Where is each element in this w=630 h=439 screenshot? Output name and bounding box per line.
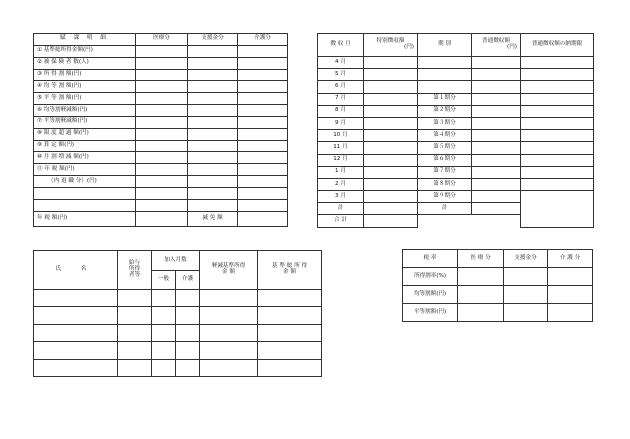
assessment-breakdown-table (33, 33, 288, 227)
ordinary-collection-cell[interactable] (472, 93, 521, 105)
special-collection-cell[interactable] (364, 130, 418, 142)
care-value-cell[interactable] (238, 187, 288, 199)
breakdown-row (34, 164, 288, 176)
rate-row-label: 均等割額(円) (403, 286, 458, 304)
ordinary-collection-cell[interactable] (472, 154, 521, 166)
care-value-cell[interactable] (238, 152, 288, 164)
rate-row (403, 286, 593, 304)
member-care-months-cell[interactable] (176, 324, 200, 341)
period-label: 第９期分 (418, 191, 472, 203)
collection-schedule-table (317, 33, 594, 228)
care-value-cell[interactable] (238, 45, 288, 57)
member-care-months-cell[interactable] (176, 342, 200, 359)
support-value-cell[interactable] (188, 164, 238, 176)
collection-month-row (318, 178, 594, 190)
ordinary-collection-cell[interactable] (472, 69, 521, 81)
deadline-cell[interactable] (521, 69, 594, 81)
member-row (34, 324, 322, 341)
collection-month-row (318, 93, 594, 105)
grand-total-cell[interactable] (364, 215, 418, 227)
month-label: 12 月 (318, 154, 364, 166)
rate-care-cell[interactable] (548, 268, 593, 286)
breakdown-row-label: ⑥ 均等割軽減額(円) (34, 105, 136, 117)
special-collection-cell[interactable] (364, 105, 418, 117)
period-label: 第５期分 (418, 142, 472, 154)
medical-value-cell[interactable] (136, 45, 188, 57)
member-reduction-income-cell[interactable] (200, 342, 258, 359)
medical-value-cell[interactable] (136, 140, 188, 152)
member-row (34, 307, 322, 324)
base-income-header-l1: 基 準 総 所 得 (271, 263, 308, 270)
deadline-cell[interactable] (521, 178, 594, 190)
special-collection-cell[interactable] (364, 93, 418, 105)
breakdown-row (34, 128, 288, 140)
deadline-cell[interactable] (521, 154, 594, 166)
member-rows (34, 290, 322, 377)
month-label: 11 月 (318, 142, 364, 154)
month-label: 8 月 (318, 105, 364, 117)
period-subtotal-label: 計 (418, 203, 472, 215)
deadline-subtotal-cell (521, 203, 594, 215)
breakdown-row (34, 93, 288, 105)
rate-header: 税 率 (403, 250, 458, 268)
special-collection-cell[interactable] (364, 178, 418, 190)
special-collection-cell[interactable] (364, 81, 418, 93)
special-collection-header (364, 34, 418, 57)
member-base-income-cell[interactable] (258, 359, 322, 376)
member-general-months-cell[interactable] (152, 359, 176, 376)
care-value-cell[interactable] (238, 57, 288, 69)
rate-row-label: 平等割額(円) (403, 304, 458, 322)
deadline-cell[interactable] (521, 105, 594, 117)
medical-value-cell[interactable] (136, 199, 188, 211)
tax-rate-table (402, 249, 593, 322)
period-label: 第４期分 (418, 130, 472, 142)
support-value-cell[interactable] (188, 105, 238, 117)
total-label: 合 計 (318, 215, 364, 227)
month-label: 6 月 (318, 81, 364, 93)
medical-value-cell[interactable] (136, 57, 188, 69)
deadline-cell[interactable] (521, 57, 594, 69)
salary-income-header-l2: 所得 (128, 266, 141, 273)
breakdown-row-label: ⑨ 算 定 額(円) (34, 140, 136, 152)
member-care-months-cell[interactable] (176, 290, 200, 307)
care-value-cell[interactable] (238, 199, 288, 211)
salary-income-header (118, 251, 152, 290)
support-value-cell[interactable] (188, 140, 238, 152)
breakdown-row (34, 199, 288, 211)
reduction-income-header-l1: 軽減基準所得 (211, 263, 246, 270)
breakdown-row-label: （内 退 職 分）(円) (34, 176, 136, 188)
annual-tax-footer-label: 年 税 額(円) (34, 211, 136, 226)
special-subtotal-cell[interactable] (364, 203, 418, 215)
rate-care-cell[interactable] (548, 304, 593, 322)
month-label: 9 月 (318, 117, 364, 129)
reduction-income-header-l2: 金 額 (222, 269, 235, 275)
support-value-cell[interactable] (188, 93, 238, 105)
care-value-cell[interactable] (238, 105, 288, 117)
period-label: 第２期分 (418, 105, 472, 117)
medical-value-cell[interactable] (136, 81, 188, 93)
rate-support-cell[interactable] (504, 304, 548, 322)
annual-tax-value-cell[interactable] (136, 211, 188, 226)
deadline-cell[interactable] (521, 166, 594, 178)
member-table (33, 250, 322, 377)
period-label (418, 57, 472, 69)
ordinary-collection-cell[interactable] (472, 142, 521, 154)
collection-month-row (318, 105, 594, 117)
rate-row (403, 304, 593, 322)
ordinary-collection-cell[interactable] (472, 117, 521, 129)
member-base-income-cell[interactable] (258, 290, 322, 307)
deadline-cell[interactable] (521, 81, 594, 93)
special-collection-cell[interactable] (364, 142, 418, 154)
breakdown-row-label (34, 199, 136, 211)
collection-total-row (318, 215, 594, 227)
ordinary-collection-cell[interactable] (472, 81, 521, 93)
support-header: 支援金分 (188, 34, 238, 46)
ordinary-collection-cell[interactable] (472, 130, 521, 142)
reduction-income-header (200, 251, 258, 290)
care-header: 介護分 (238, 34, 288, 46)
member-name-cell[interactable] (34, 290, 118, 307)
medical-value-cell[interactable] (136, 187, 188, 199)
support-value-cell[interactable] (188, 69, 238, 81)
member-name-cell[interactable] (34, 324, 118, 341)
collection-month-row (318, 142, 594, 154)
deadline-cell[interactable] (521, 117, 594, 129)
member-care-months-cell[interactable] (176, 307, 200, 324)
special-collection-cell[interactable] (364, 154, 418, 166)
breakdown-row (34, 81, 288, 93)
support-value-cell[interactable] (188, 81, 238, 93)
member-salary-income-cell[interactable] (118, 359, 152, 376)
breakdown-row-label: ⑧ 限 度 超 過 額(円) (34, 128, 136, 140)
medical-value-cell[interactable] (136, 152, 188, 164)
salary-income-header-l3: 者等 (128, 271, 141, 278)
medical-value-cell[interactable] (136, 69, 188, 81)
breakdown-row (34, 116, 288, 128)
rate-support-cell[interactable] (504, 268, 548, 286)
special-collection-cell[interactable] (364, 57, 418, 69)
period-label (418, 81, 472, 93)
rate-medical-cell[interactable] (458, 286, 504, 304)
member-reduction-income-cell[interactable] (200, 307, 258, 324)
month-header: 徴 収 月 (318, 34, 364, 57)
breakdown-row-label: ② 被 保 険 者 数(人) (34, 57, 136, 69)
deadline-total-cell (521, 215, 594, 227)
collection-month-row (318, 191, 594, 203)
collection-month-row (318, 117, 594, 129)
breakdown-row-label: ⑦ 平等割軽減額(円) (34, 116, 136, 128)
breakdown-row (34, 187, 288, 199)
breakdown-row (34, 69, 288, 81)
general-months-header: 一般 (152, 271, 176, 290)
member-reduction-income-cell[interactable] (200, 290, 258, 307)
member-salary-income-cell[interactable] (118, 342, 152, 359)
deadline-header: 普通徴収額の納期限 (521, 34, 594, 57)
medical-value-cell[interactable] (136, 164, 188, 176)
care-value-cell[interactable] (238, 116, 288, 128)
member-row (34, 359, 322, 376)
ordinary-collection-header (472, 34, 521, 57)
member-general-months-cell[interactable] (152, 290, 176, 307)
breakdown-footer-row (34, 211, 288, 226)
rate-medical-cell[interactable] (458, 268, 504, 286)
period-label (418, 69, 472, 81)
special-collection-header-label: 特別徴収額 (376, 38, 405, 45)
ordinary-subtotal-cell[interactable] (472, 203, 521, 215)
medical-value-cell[interactable] (136, 176, 188, 188)
care-value-cell[interactable] (238, 128, 288, 140)
medical-value-cell[interactable] (136, 93, 188, 105)
breakdown-rows (34, 45, 288, 211)
exemption-value-cell[interactable] (238, 211, 288, 226)
rate-row (403, 268, 593, 286)
member-header-row-1 (34, 251, 322, 271)
special-collection-cell[interactable] (364, 191, 418, 203)
member-care-months-cell[interactable] (176, 359, 200, 376)
breakdown-item-header: 賦 課 明 細 (34, 34, 136, 46)
month-label: 2 月 (318, 178, 364, 190)
rate-care-cell[interactable] (548, 286, 593, 304)
special-collection-cell[interactable] (364, 166, 418, 178)
breakdown-row (34, 140, 288, 152)
subtotal-label: 計 (318, 203, 364, 215)
support-value-cell[interactable] (188, 176, 238, 188)
member-row (34, 290, 322, 307)
base-income-header-l2: 金 額 (283, 269, 296, 275)
member-general-months-cell[interactable] (152, 324, 176, 341)
breakdown-row (34, 45, 288, 57)
care-months-header: 介護 (176, 271, 200, 290)
ordinary-collection-cell[interactable] (472, 57, 521, 69)
member-base-income-cell[interactable] (258, 324, 322, 341)
rate-header-row (403, 250, 593, 268)
medical-value-cell[interactable] (136, 105, 188, 117)
special-collection-cell[interactable] (364, 69, 418, 81)
breakdown-row-label: ⑪ 年 税 額(円) (34, 164, 136, 176)
collection-subtotal-row (318, 203, 594, 215)
support-value-cell[interactable] (188, 45, 238, 57)
collection-rows (318, 57, 594, 203)
rate-medical-header: 医 療 分 (458, 250, 504, 268)
support-value-cell[interactable] (188, 116, 238, 128)
member-general-months-cell[interactable] (152, 342, 176, 359)
special-collection-unit: (円) (404, 44, 414, 50)
deadline-cell[interactable] (521, 130, 594, 142)
month-label: 4 月 (318, 57, 364, 69)
breakdown-row (34, 152, 288, 164)
rate-care-header: 介 護 分 (548, 250, 593, 268)
ordinary-collection-cell[interactable] (472, 105, 521, 117)
member-salary-income-cell[interactable] (118, 324, 152, 341)
breakdown-row-label: ① 基準総所得金額(円) (34, 45, 136, 57)
breakdown-row-label: ③ 所 得 割 額(円) (34, 69, 136, 81)
base-income-header (258, 251, 322, 290)
period-label: 第１期分 (418, 93, 472, 105)
member-reduction-income-cell[interactable] (200, 324, 258, 341)
deadline-cell[interactable] (521, 191, 594, 203)
month-label: 3 月 (318, 191, 364, 203)
period-label: 第３期分 (418, 117, 472, 129)
period-header: 期 別 (418, 34, 472, 57)
support-value-cell[interactable] (188, 199, 238, 211)
member-base-income-cell[interactable] (258, 307, 322, 324)
period-label: 第７期分 (418, 166, 472, 178)
breakdown-row (34, 105, 288, 117)
name-header: 氏 名 (34, 251, 118, 290)
months-joined-header: 加入月数 (152, 251, 200, 271)
care-value-cell[interactable] (238, 176, 288, 188)
support-value-cell[interactable] (188, 57, 238, 69)
member-row (34, 342, 322, 359)
breakdown-row-label (34, 187, 136, 199)
collection-month-row (318, 154, 594, 166)
collection-month-row (318, 57, 594, 69)
period-label: 第８期分 (418, 178, 472, 190)
member-base-income-cell[interactable] (258, 342, 322, 359)
collection-month-row (318, 130, 594, 142)
support-value-cell[interactable] (188, 152, 238, 164)
collection-month-row (318, 69, 594, 81)
exemption-label: 減 免 額 (188, 211, 238, 226)
support-value-cell[interactable] (188, 128, 238, 140)
member-name-cell[interactable] (34, 307, 118, 324)
breakdown-row (34, 176, 288, 188)
care-value-cell[interactable] (238, 69, 288, 81)
collection-month-row (318, 81, 594, 93)
collection-month-row (318, 166, 594, 178)
breakdown-header-row (34, 34, 288, 46)
ordinary-collection-cell[interactable] (472, 191, 521, 203)
deadline-cell[interactable] (521, 93, 594, 105)
salary-income-header-l1: 給与 (128, 260, 141, 267)
member-salary-income-cell[interactable] (118, 290, 152, 307)
ordinary-collection-cell[interactable] (472, 166, 521, 178)
special-collection-cell[interactable] (364, 117, 418, 129)
month-label: 7 月 (318, 93, 364, 105)
rate-support-cell[interactable] (504, 286, 548, 304)
member-name-cell[interactable] (34, 359, 118, 376)
member-salary-income-cell[interactable] (118, 307, 152, 324)
rate-support-header: 支援金分 (504, 250, 548, 268)
medical-value-cell[interactable] (136, 116, 188, 128)
member-reduction-income-cell[interactable] (200, 359, 258, 376)
ordinary-collection-unit: (円) (507, 44, 517, 50)
breakdown-row-label: ④ 均 等 割 額(円) (34, 81, 136, 93)
month-label: 1 月 (318, 166, 364, 178)
medical-value-cell[interactable] (136, 128, 188, 140)
care-value-cell[interactable] (238, 140, 288, 152)
care-value-cell[interactable] (238, 93, 288, 105)
month-label: 5 月 (318, 69, 364, 81)
month-label: 10 月 (318, 130, 364, 142)
breakdown-row (34, 57, 288, 69)
member-general-months-cell[interactable] (152, 307, 176, 324)
rate-medical-cell[interactable] (458, 304, 504, 322)
breakdown-row-label: ⑩ 月 割 増 減 額(円) (34, 152, 136, 164)
member-name-cell[interactable] (34, 342, 118, 359)
care-value-cell[interactable] (238, 164, 288, 176)
support-value-cell[interactable] (188, 187, 238, 199)
rate-row-label: 所得割率(%) (403, 268, 458, 286)
deadline-cell[interactable] (521, 142, 594, 154)
ordinary-collection-header-label: 普通徴収額 (482, 38, 510, 45)
breakdown-row-label: ⑤ 平 等 割 額(円) (34, 93, 136, 105)
ordinary-collection-cell[interactable] (472, 178, 521, 190)
rate-rows (403, 268, 593, 322)
medical-header: 医療分 (136, 34, 188, 46)
period-label: 第６期分 (418, 154, 472, 166)
care-value-cell[interactable] (238, 81, 288, 93)
collection-header-row (318, 34, 594, 57)
